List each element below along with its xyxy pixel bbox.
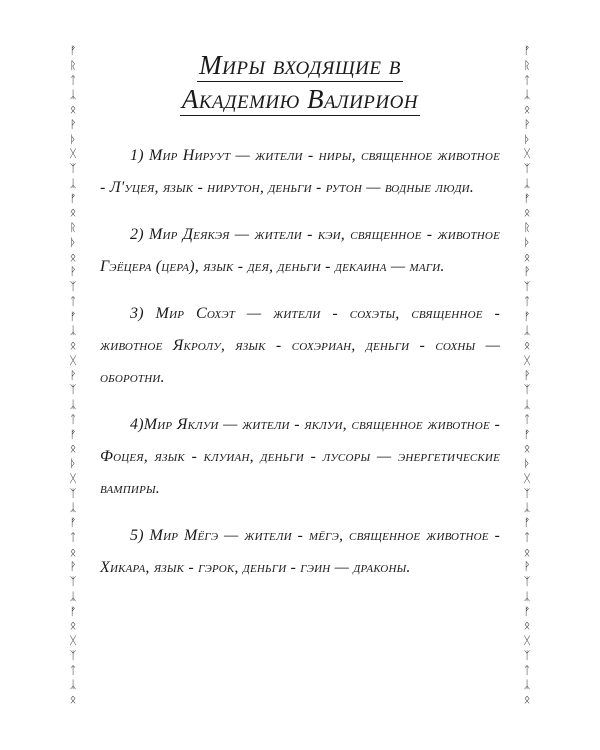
world-paragraph-2: 2) Мир Деякэя — жители - кэи, священное - животное Гэёцера (цера), язык - дея, деньги - декаина — маги.	[100, 226, 500, 275]
rune-glyph: ᛉ	[523, 486, 531, 500]
rune-glyph: ᛣ	[523, 501, 531, 515]
rune-glyph: ᛏ	[69, 412, 77, 426]
rune-glyph: ᛏ	[523, 73, 531, 87]
rune-glyph: ᚱ	[69, 58, 77, 72]
rune-glyph: ᛉ	[523, 575, 531, 588]
rune-glyph: ᚹ	[523, 265, 531, 279]
rune-glyph: ᛟ	[523, 206, 531, 220]
rune-glyph: ᚹ	[69, 368, 77, 382]
rune-glyph: ᚠ	[523, 309, 531, 323]
rune-glyph: ᛟ	[523, 545, 531, 559]
rune-glyph: ᛉ	[523, 280, 531, 293]
rune-glyph: ᚱ	[523, 221, 531, 234]
rune-glyph: ᛣ	[523, 176, 531, 190]
rune-glyph: ᛉ	[69, 162, 77, 175]
world-paragraph-1: 1) Мир Нируут — жители - ниры, священное животное - Л'уцея, язык - нирутон, деньги - рутон — водные люди.	[100, 147, 500, 196]
rune-glyph: ᛣ	[69, 589, 77, 603]
rune-glyph: ᛏ	[69, 73, 77, 87]
rune-glyph: ᛉ	[523, 162, 531, 175]
rune-glyph: ᛟ	[69, 693, 77, 706]
rune-glyph: ᚠ	[69, 427, 77, 441]
title-line-2: Академию Валирион	[181, 84, 419, 114]
rune-glyph: ᚠ	[523, 427, 531, 441]
rune-glyph: ᛉ	[69, 486, 77, 500]
rune-glyph: ᚷ	[523, 147, 531, 161]
rune-glyph: ᚱ	[69, 221, 77, 234]
title-line-1: Миры входящие в	[199, 50, 401, 80]
rune-glyph: ᛣ	[523, 324, 531, 338]
world-paragraph-5: 5) Мир Мёгэ — жители - мёгэ, священное животное - Хикара, язык - гэрок, деньги - гэин — драконы.	[100, 527, 500, 576]
rune-glyph: ᛟ	[523, 619, 531, 633]
worlds-list	[100, 140, 500, 599]
rune-glyph: ᚦ	[523, 235, 531, 249]
rune-glyph: ᛟ	[69, 250, 77, 264]
rune-glyph: ᚹ	[69, 117, 77, 131]
rune-glyph: ᚠ	[69, 604, 77, 618]
rune-glyph: ᚠ	[69, 191, 77, 205]
rune-glyph: ᚦ	[69, 457, 77, 470]
rune-glyph: ᚠ	[523, 191, 531, 205]
rune-glyph: ᚹ	[523, 117, 531, 131]
rune-glyph: ᚷ	[523, 471, 531, 485]
rune-glyph: ᛟ	[69, 545, 77, 559]
rune-glyph: ᚹ	[523, 560, 531, 574]
rune-glyph: ᛟ	[523, 103, 531, 116]
rune-glyph: ᚹ	[523, 368, 531, 382]
rune-glyph: ᛣ	[69, 88, 77, 102]
rune-glyph: ᛣ	[523, 88, 531, 102]
rune-glyph: ᚷ	[69, 471, 77, 485]
rune-glyph: ᚠ	[523, 604, 531, 618]
rune-glyph: ᛣ	[523, 398, 531, 411]
rune-glyph: ᚦ	[69, 132, 77, 146]
rune-glyph: ᚠ	[523, 516, 531, 529]
rune-glyph: ᚠ	[69, 44, 77, 57]
rune-glyph: ᛟ	[69, 619, 77, 633]
rune-glyph: ᛟ	[523, 693, 531, 706]
rune-glyph: ᚷ	[69, 353, 77, 367]
rune-glyph: ᚹ	[69, 560, 77, 574]
rune-glyph: ᚹ	[69, 265, 77, 279]
rune-glyph: ᛏ	[523, 294, 531, 308]
rune-glyph: ᛣ	[69, 324, 77, 338]
rune-glyph: ᛟ	[523, 442, 531, 456]
rune-glyph: ᛟ	[523, 339, 531, 352]
rune-glyph: ᛟ	[69, 442, 77, 456]
rune-glyph: ᛏ	[69, 663, 77, 677]
page-title	[110, 50, 490, 118]
rune-glyph: ᛉ	[69, 575, 77, 588]
rune-glyph: ᛣ	[523, 678, 531, 692]
rune-glyph: ᛉ	[523, 383, 531, 397]
rune-glyph: ᚷ	[523, 353, 531, 367]
rune-glyph: ᛣ	[69, 176, 77, 190]
rune-glyph: ᛟ	[69, 206, 77, 220]
rune-glyph: ᛏ	[69, 294, 77, 308]
rune-glyph: ᛏ	[69, 530, 77, 544]
rune-glyph: ᚷ	[523, 634, 531, 647]
rune-glyph: ᚷ	[69, 147, 77, 161]
rune-glyph: ᛟ	[523, 250, 531, 264]
rune-glyph: ᛉ	[69, 383, 77, 397]
right-rune-border	[518, 45, 536, 705]
rune-glyph: ᚦ	[523, 457, 531, 470]
rune-glyph: ᛉ	[523, 648, 531, 662]
rune-glyph: ᚦ	[69, 235, 77, 249]
rune-glyph: ᚱ	[523, 58, 531, 72]
rune-glyph: ᛟ	[69, 103, 77, 116]
rune-glyph: ᛏ	[523, 412, 531, 426]
world-paragraph-4: 4)Мир Яклуи — жители - яклуи, священное животное - Фоцея, язык - клуиан, деньги - лусоры — энергетические вампиры.	[100, 416, 500, 497]
rune-glyph: ᛏ	[523, 530, 531, 544]
rune-glyph: ᚠ	[523, 44, 531, 57]
world-paragraph-3: 3) Мир Сохэт — жители - сохэты, священное - животное Якролу, язык - сохэриан, деньги - сохны — оборотни.	[100, 305, 500, 386]
rune-glyph: ᚠ	[69, 516, 77, 529]
rune-glyph: ᛣ	[523, 589, 531, 603]
rune-glyph: ᚠ	[69, 309, 77, 323]
left-rune-border	[64, 45, 82, 705]
rune-glyph: ᚷ	[69, 634, 77, 647]
rune-glyph: ᛟ	[69, 339, 77, 352]
rune-glyph: ᛣ	[69, 398, 77, 411]
rune-glyph: ᛉ	[69, 648, 77, 662]
rune-glyph: ᛣ	[69, 678, 77, 692]
rune-glyph: ᛣ	[69, 501, 77, 515]
rune-glyph: ᛉ	[69, 280, 77, 293]
rune-glyph: ᚦ	[523, 132, 531, 146]
rune-glyph: ᛏ	[523, 663, 531, 677]
